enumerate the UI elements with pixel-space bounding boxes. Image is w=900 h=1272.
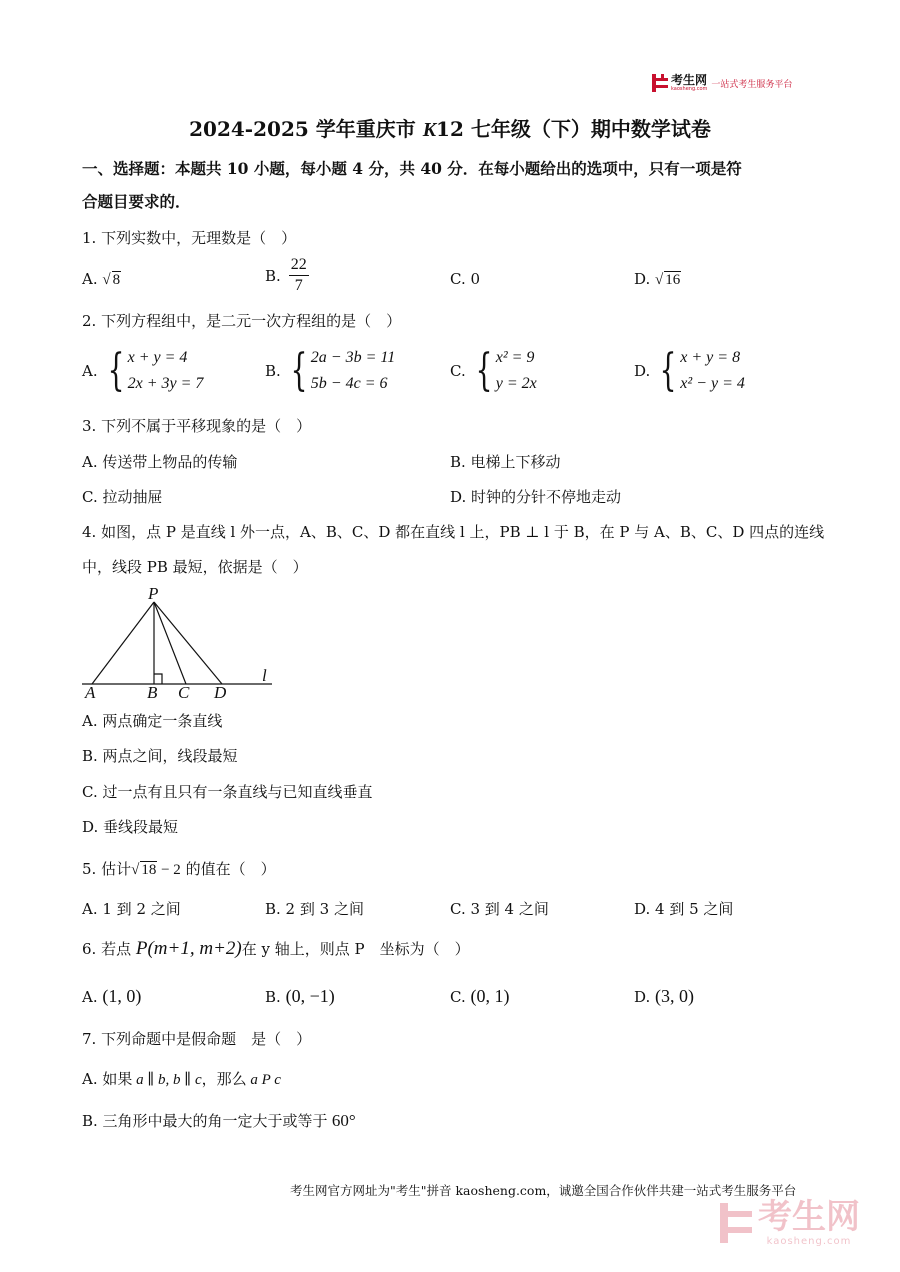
watermark-text: 考生网 xyxy=(758,1197,860,1237)
q1-d-radicand: 16 xyxy=(665,272,681,288)
q6-option-b xyxy=(265,986,335,1007)
q1-a-label: A. xyxy=(82,270,98,288)
q6-stem-pre: 6. 若点 xyxy=(82,940,132,958)
q7-option-b xyxy=(82,1111,356,1131)
q5-minus-two: − 2 xyxy=(157,862,181,878)
logo-text-block xyxy=(671,74,707,92)
q2-b-eq2: 5b − 4c = 6 xyxy=(310,375,388,392)
label-A: A xyxy=(85,683,96,702)
label-D: D xyxy=(214,683,227,702)
q7-a-pre: A. 如果 xyxy=(82,1070,133,1088)
segment-PC xyxy=(154,602,186,684)
q3-option-b: B. 电梯上下移动 xyxy=(450,453,561,471)
q3-option-a: A. 传送带上物品的传输 xyxy=(82,453,238,471)
watermark-domain: kaosheng.com xyxy=(766,1236,852,1247)
q6-option-c xyxy=(450,986,510,1007)
q2-c-eq1: x² = 9 xyxy=(495,349,535,366)
q2-c-label: C. xyxy=(450,362,466,380)
q5-option-d: D. 4 到 5 之间 xyxy=(634,900,734,918)
q4-figure xyxy=(80,582,280,702)
q6-d-label: D. xyxy=(634,988,651,1006)
q7-a-math2: a P c xyxy=(246,1072,281,1088)
q6-d-value: (3, 0) xyxy=(655,986,695,1006)
q4-stem-line1: 4. 如图，点 P 是直线 l 外一点，A、B、C、D 都在直线 l 上，PB ⊥ l 于 B，在 P 与 A、B、C、D 四点的连线 xyxy=(82,523,825,541)
q4-option-b: B. 两点之间，线段最短 xyxy=(82,747,238,765)
q1-d-math: √ 16 xyxy=(655,272,681,288)
q2-a-eq1: x + y = 4 xyxy=(127,349,188,366)
q2-option-d xyxy=(634,345,745,397)
q3-stem: 3. 下列不属于平移现象的是（ ） xyxy=(82,417,312,435)
q2-a-label: A. xyxy=(82,362,98,380)
q6-option-a xyxy=(82,986,141,1007)
segment-PA xyxy=(92,602,154,684)
q5-stem-post: 的值在（ ） xyxy=(180,860,276,878)
q2-option-a xyxy=(82,345,203,397)
q6-stem xyxy=(82,939,470,959)
q7-stem: 7. 下列命题中是假命题 是（ ） xyxy=(82,1030,312,1048)
watermark-logo-icon xyxy=(720,1203,752,1243)
q7-a-math: a ∥ b, b ∥ c xyxy=(132,1072,202,1088)
q6-b-label: B. xyxy=(265,988,281,1006)
logo-name: 考生网 xyxy=(671,73,708,87)
section-heading-line2: 合题目要求的． xyxy=(82,192,191,211)
q5-stem xyxy=(82,859,276,880)
q1-b-denominator: 7 xyxy=(294,277,303,294)
q7-b-pre: B. 三角形中最大的角一定大于或等于 xyxy=(82,1112,328,1130)
q1-b-numerator: 22 xyxy=(289,255,309,276)
q6-a-value: (1, 0) xyxy=(102,986,142,1006)
header-logo xyxy=(652,72,792,94)
q2-b-system: { 2a − 3b = 11 5b − 4c = 6 xyxy=(290,345,396,396)
q5-option-c: C. 3 到 4 之间 xyxy=(450,900,549,918)
section-heading-line1: 一、选择题：本题共 10 小题，每小题 4 分，共 40 分．在每小题给出的选项中，只有一项是符 xyxy=(82,159,742,178)
q6-option-d xyxy=(634,986,694,1007)
segment-PD xyxy=(154,602,222,684)
q1-option-a xyxy=(82,269,121,290)
page-title xyxy=(0,116,900,143)
q7-a-mid: ，那么 xyxy=(201,1070,247,1088)
q1-stem: 1. 下列实数中，无理数是（ ） xyxy=(82,229,297,247)
q2-c-system: { x² = 9 y = 2x xyxy=(475,345,537,396)
q2-option-b xyxy=(265,345,395,397)
q2-a-eq2: 2x + 3y = 7 xyxy=(127,375,204,392)
q2-d-eq2: x² − y = 4 xyxy=(680,375,745,392)
footer-note: 考生网官方网址为"考生"拼音 kaosheng.com，诚邀全国合作伙伴共建一站式考生服务平台 xyxy=(290,1183,797,1198)
logo-slogan: 一站式考生服务平台 xyxy=(711,79,793,90)
q6-point: P(m+1, m+2) xyxy=(135,938,242,959)
q4-option-d: D. 垂线段最短 xyxy=(82,818,179,836)
q1-d-label: D. xyxy=(634,270,651,288)
q6-c-label: C. xyxy=(450,988,466,1006)
watermark xyxy=(720,1198,860,1247)
kaosheng-logo-icon xyxy=(652,74,668,92)
q6-c-value: (0, 1) xyxy=(470,986,510,1006)
q2-c-eq2: y = 2x xyxy=(495,375,537,392)
q6-b-value: (0, −1) xyxy=(285,986,335,1006)
logo-domain: kaosheng.com xyxy=(671,86,708,92)
q2-d-label: D. xyxy=(634,362,651,380)
label-B: B xyxy=(147,683,158,702)
label-l: l xyxy=(262,666,267,685)
q4-stem-line2: 中，线段 PB 最短，依据是（ ） xyxy=(82,558,308,576)
q3-option-c: C. 拉动抽屉 xyxy=(82,488,163,506)
q1-b-label: B. xyxy=(265,266,281,285)
label-C: C xyxy=(178,683,190,702)
q3-option-d: D. 时钟的分针不停地走动 xyxy=(450,488,622,506)
q2-b-eq1: 2a − 3b = 11 xyxy=(310,349,396,366)
title-post: 12 七年级（下）期中数学试卷 xyxy=(436,117,711,141)
q5-radicand: 18 xyxy=(141,862,157,878)
q1-option-b xyxy=(265,255,309,296)
q2-stem: 2. 下列方程组中，是二元一次方程组的是（ ） xyxy=(82,312,402,330)
q1-option-d xyxy=(634,269,681,290)
q7-option-a xyxy=(82,1069,281,1090)
q1-a-math: √ 8 xyxy=(102,272,121,288)
q1-b-fraction xyxy=(289,255,309,296)
q2-b-label: B. xyxy=(265,362,281,380)
q7-b-math: 60° xyxy=(327,1111,356,1130)
q2-option-c xyxy=(450,345,537,397)
q5-option-b: B. 2 到 3 之间 xyxy=(265,900,364,918)
title-k: K xyxy=(422,119,437,141)
q6-a-label: A. xyxy=(82,988,98,1006)
q2-d-eq1: x + y = 8 xyxy=(680,349,741,366)
q5-stem-pre: 5. 估计 xyxy=(82,860,132,878)
q2-a-system: { x + y = 4 2x + 3y = 7 xyxy=(107,345,204,396)
q5-option-a: A. 1 到 2 之间 xyxy=(82,900,181,918)
label-P: P xyxy=(148,584,159,603)
q6-stem-post: 在 y 轴上，则点 P 坐标为（ ） xyxy=(241,940,470,958)
q4-option-a: A. 两点确定一条直线 xyxy=(82,712,223,730)
q2-d-system: { x + y = 8 x² − y = 4 xyxy=(659,345,745,396)
title-pre: 2024-2025 学年重庆市 xyxy=(189,117,423,141)
q5-math: √ 18 − 2 xyxy=(131,862,181,878)
q4-option-c: C. 过一点有且只有一条直线与已知直线垂直 xyxy=(82,783,373,801)
q1-option-c: C. 0 xyxy=(450,270,481,288)
q1-a-radicand: 8 xyxy=(112,272,121,288)
